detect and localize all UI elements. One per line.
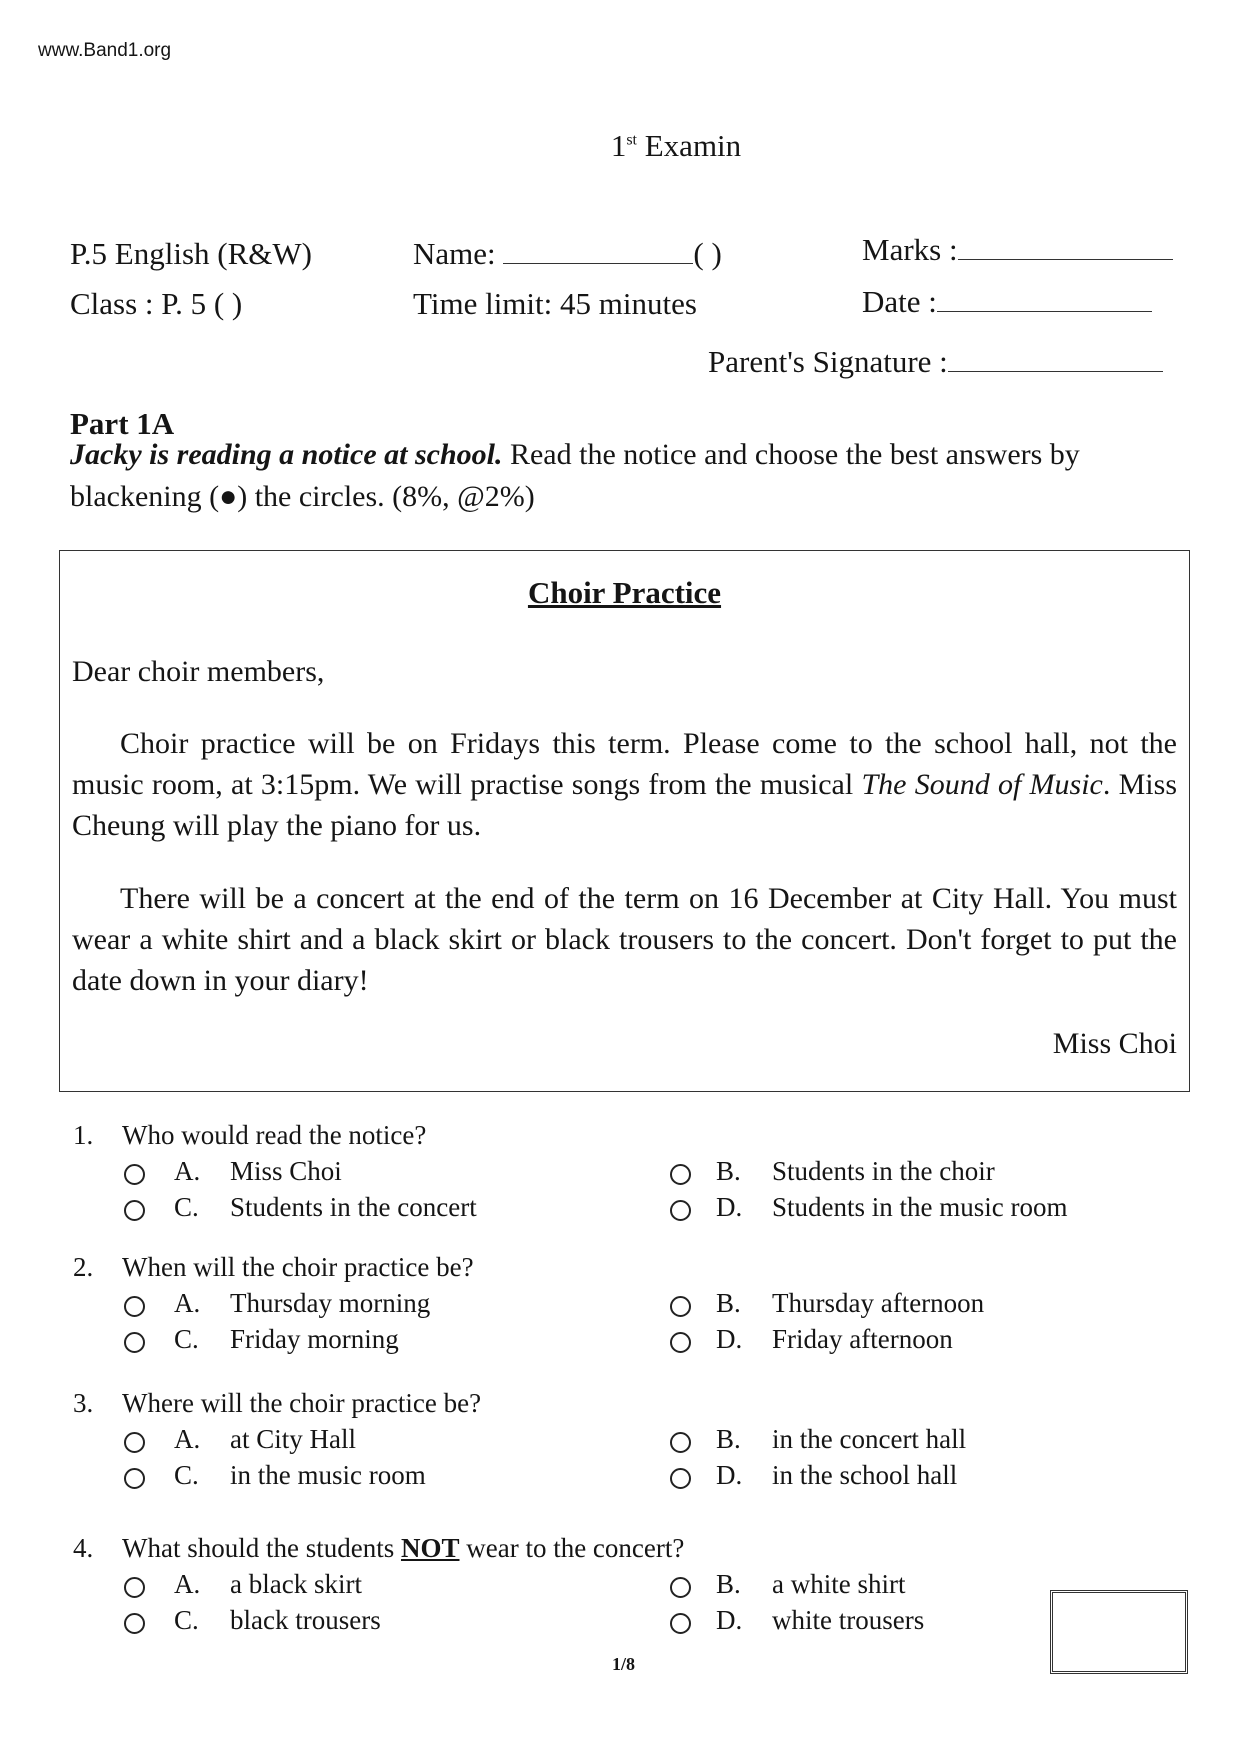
notice-box xyxy=(59,550,1190,1092)
answer-circle-icon[interactable] xyxy=(124,1468,145,1489)
option-text: Friday afternoon xyxy=(772,1324,953,1354)
option-text: Students in the choir xyxy=(772,1156,995,1186)
score-box xyxy=(1050,1590,1188,1674)
para1-text-end: . Miss Cheung will play the piano for us. xyxy=(72,768,1177,842)
question-number: 4. xyxy=(73,1533,94,1563)
part-title: Part 1A xyxy=(70,406,175,441)
notice-paragraph-2: There will be a concert at the end of the term on 16 December at City Hall. You must wear a white shirt and a black skirt or black trousers to the concert. Don't forget to put the date down in your diary! xyxy=(72,882,1177,997)
option-letter: B. xyxy=(716,1569,741,1599)
answer-circle-icon[interactable] xyxy=(670,1577,691,1598)
option-text: in the school hall xyxy=(772,1460,958,1490)
notice-title: Choir Practice xyxy=(527,575,722,610)
marks-label: Marks : xyxy=(862,232,958,267)
option-letter: B. xyxy=(716,1424,741,1454)
watermark: www.Band1.org xyxy=(38,40,172,61)
answer-circle-icon[interactable] xyxy=(124,1432,145,1453)
option-text: in the concert hall xyxy=(772,1424,967,1454)
option-text: at City Hall xyxy=(230,1424,356,1454)
option-letter: B. xyxy=(716,1156,741,1186)
option-text: white trousers xyxy=(772,1605,925,1635)
answer-circle-icon[interactable] xyxy=(124,1332,145,1353)
marks-field xyxy=(862,232,1173,268)
option-text: Thursday afternoon xyxy=(772,1288,985,1318)
question-text-b: wear to the concert? xyxy=(459,1533,685,1563)
option-letter: D. xyxy=(716,1605,743,1635)
option-letter: D. xyxy=(716,1324,743,1354)
option-text: in the music room xyxy=(230,1460,426,1490)
option-letter: B. xyxy=(716,1288,741,1318)
option-letter: C. xyxy=(174,1605,199,1635)
option-letter: C. xyxy=(174,1192,199,1222)
name-field xyxy=(413,236,722,272)
option-text: Friday morning xyxy=(230,1324,399,1354)
answer-circle-icon[interactable] xyxy=(124,1577,145,1598)
answer-circle-icon[interactable] xyxy=(670,1432,691,1453)
option-text: Miss Choi xyxy=(230,1156,342,1186)
option-text: Thursday morning xyxy=(230,1288,431,1318)
exam-title-text: Examin xyxy=(644,128,742,163)
date-blank[interactable] xyxy=(937,311,1152,312)
option-text: a black skirt xyxy=(230,1569,362,1599)
option-letter: C. xyxy=(174,1324,199,1354)
option-letter: A. xyxy=(174,1156,201,1186)
answer-circle-icon[interactable] xyxy=(670,1332,691,1353)
notice-signoff: Miss Choi xyxy=(1052,1027,1177,1060)
option-text: a white shirt xyxy=(772,1569,906,1599)
option-letter: D. xyxy=(716,1460,743,1490)
question-number: 3. xyxy=(73,1388,94,1418)
answer-circle-icon[interactable] xyxy=(670,1200,691,1221)
name-blank[interactable] xyxy=(503,263,693,264)
signature-field xyxy=(708,344,1163,380)
option-text: Students in the music room xyxy=(772,1192,1068,1222)
exam-ordinal: 1 xyxy=(610,128,627,163)
answer-circle-icon[interactable] xyxy=(124,1200,145,1221)
marks-blank[interactable] xyxy=(958,259,1173,260)
instruction-italic: Jacky is reading a notice at school. xyxy=(70,438,503,471)
signature-blank[interactable] xyxy=(948,371,1163,372)
question-emphasis: NOT xyxy=(400,1533,460,1563)
option-letter: D. xyxy=(716,1192,743,1222)
answer-circle-icon[interactable] xyxy=(670,1613,691,1634)
notice-paragraph-1 xyxy=(72,723,1177,846)
date-label: Date : xyxy=(862,284,937,319)
answer-circle-icon[interactable] xyxy=(124,1164,145,1185)
question-text xyxy=(122,1533,684,1564)
answer-circle-icon[interactable] xyxy=(670,1468,691,1489)
option-text: black trousers xyxy=(230,1605,381,1635)
option-text: Students in the concert xyxy=(230,1192,477,1222)
musical-title: The Sound of Music xyxy=(861,768,1103,801)
instruction-line-2: blackening (●) the circles. (8%, @2%) xyxy=(70,480,535,513)
class-label: Class : P. 5 ( ) xyxy=(70,286,243,321)
notice-greeting: Dear choir members, xyxy=(72,655,325,688)
page-number: 1/8 xyxy=(612,1654,636,1674)
question-number: 2. xyxy=(73,1252,94,1282)
answer-circle-icon[interactable] xyxy=(670,1164,691,1185)
question-text-a: What should the students xyxy=(122,1533,401,1563)
para1-text: Choir practice will be on Fridays this term. Please come to the school hall, not the music room, at 3:15pm. We will practise songs from the musical xyxy=(72,727,1177,801)
answer-circle-icon[interactable] xyxy=(124,1296,145,1317)
question-text: When will the choir practice be? xyxy=(122,1252,474,1282)
instruction-line-1 xyxy=(70,438,1080,472)
date-field xyxy=(862,284,1152,320)
option-letter: A. xyxy=(174,1569,201,1599)
question-text: Who would read the notice? xyxy=(122,1120,427,1150)
answer-circle-icon[interactable] xyxy=(124,1613,145,1634)
answer-circle-icon[interactable] xyxy=(670,1296,691,1317)
name-label: Name: xyxy=(413,236,496,271)
option-letter: A. xyxy=(174,1288,201,1318)
exam-title xyxy=(0,128,1240,164)
question-number: 1. xyxy=(73,1120,94,1150)
option-letter: C. xyxy=(174,1460,199,1490)
instruction-text: Read the notice and choose the best answers by xyxy=(502,438,1080,471)
class-number-blank[interactable]: ( ) xyxy=(693,236,722,271)
question-text: Where will the choir practice be? xyxy=(122,1388,482,1418)
time-limit: Time limit: 45 minutes xyxy=(413,286,697,321)
option-letter: A. xyxy=(174,1424,201,1454)
exam-ordinal-suffix: st xyxy=(626,131,637,149)
signature-label: Parent's Signature : xyxy=(708,344,948,379)
subject: P.5 English (R&W) xyxy=(70,236,312,271)
